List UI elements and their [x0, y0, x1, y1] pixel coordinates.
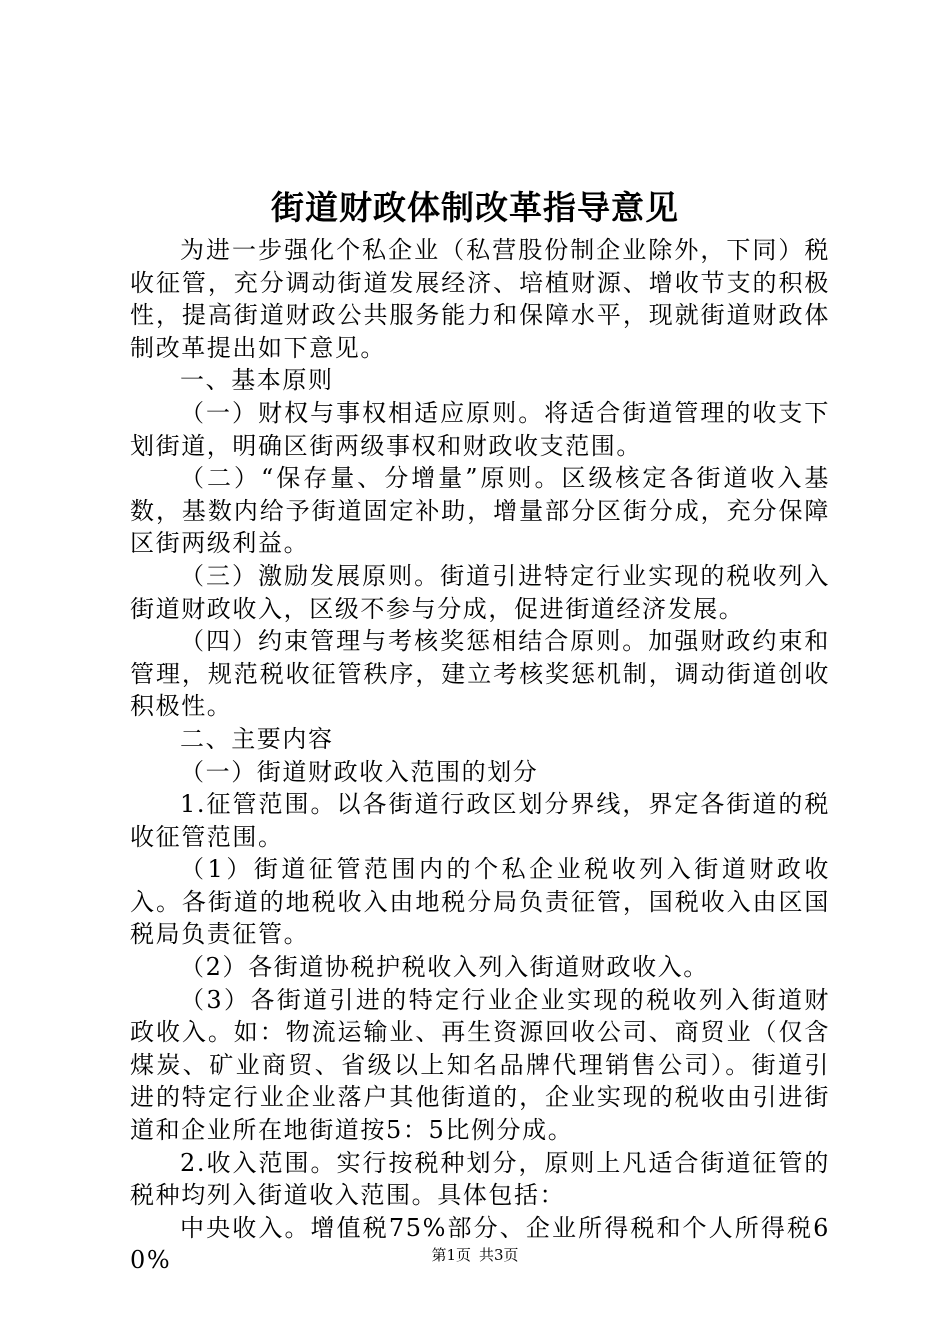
page-number: 第1页: [431, 1246, 471, 1264]
document-body: [130, 234, 830, 1277]
page-footer: [0, 1245, 950, 1265]
paragraph-item-1: （1）街道征管范围内的个私企业税收列入街道财政收入。各街道的地税收入由地税分局负责征管，国税收入由区国税局负责征管。: [130, 855, 830, 949]
paragraph-item-2: （2）各街道协税护税收入列入街道财政收入。: [180, 953, 709, 982]
paragraph-collection-scope: 1.征管范围。以各街道行政区划分界线，界定各街道的税收征管范围。: [130, 790, 830, 851]
paragraph-central-revenue: 中央收入。增值税75%部分、企业所得税和个人所得税60%: [130, 1213, 830, 1275]
paragraph-principle-2: （二）“保存量、分增量”原则。区级核定各街道收入基数，基数内给予街道固定补助，增量部分区街分成，充分保障区街两级利益。: [130, 464, 830, 558]
paragraph-principle-1: （一）财权与事权相适应原则。将适合街道管理的收支下划街道，明确区街两级事权和财政收支范围。: [130, 398, 830, 460]
paragraph-revenue-scope: 2.收入范围。实行按税种划分，原则上凡适合街道征管的税种均列入街道收入范围。具体包括：: [130, 1148, 830, 1210]
paragraph-intro: 为进一步强化个私企业（私营股份制企业除外，下同）税收征管，充分调动街道发展经济、培植财源、增收节支的积极性，提高街道财政公共服务能力和保障水平，现就街道财政体制改革提出如下意见。: [130, 236, 830, 362]
subheading-revenue-scope: （一）街道财政收入范围的划分: [180, 757, 539, 786]
paragraph-principle-3: （三）激励发展原则。街道引进特定行业实现的税收列入街道财政收入，区级不参与分成，促进街道经济发展。: [130, 561, 830, 623]
paragraph-principle-4: （四）约束管理与考核奖惩相结合原则。加强财政约束和管理，规范税收征管秩序，建立考核奖惩机制，调动街道创收积极性。: [130, 627, 830, 721]
page-total: 共3页: [479, 1246, 519, 1264]
heading-basic-principles: 一、基本原则: [180, 366, 334, 395]
heading-main-content: 二、主要内容: [180, 724, 334, 753]
paragraph-item-3: （3）各街道引进的特定行业企业实现的税收列入街道财政收入。如：物流运输业、再生资源回收公司、商贸业（仅含煤炭、矿业商贸、省级以上知名品牌代理销售公司）。街道引进的特定行业企业落户其他街道的，企业实现的税收由引进街道和企业所在地街道按5：5比例分成。: [130, 985, 830, 1145]
document-title: 街道财政体制改革指导意见: [271, 188, 679, 227]
